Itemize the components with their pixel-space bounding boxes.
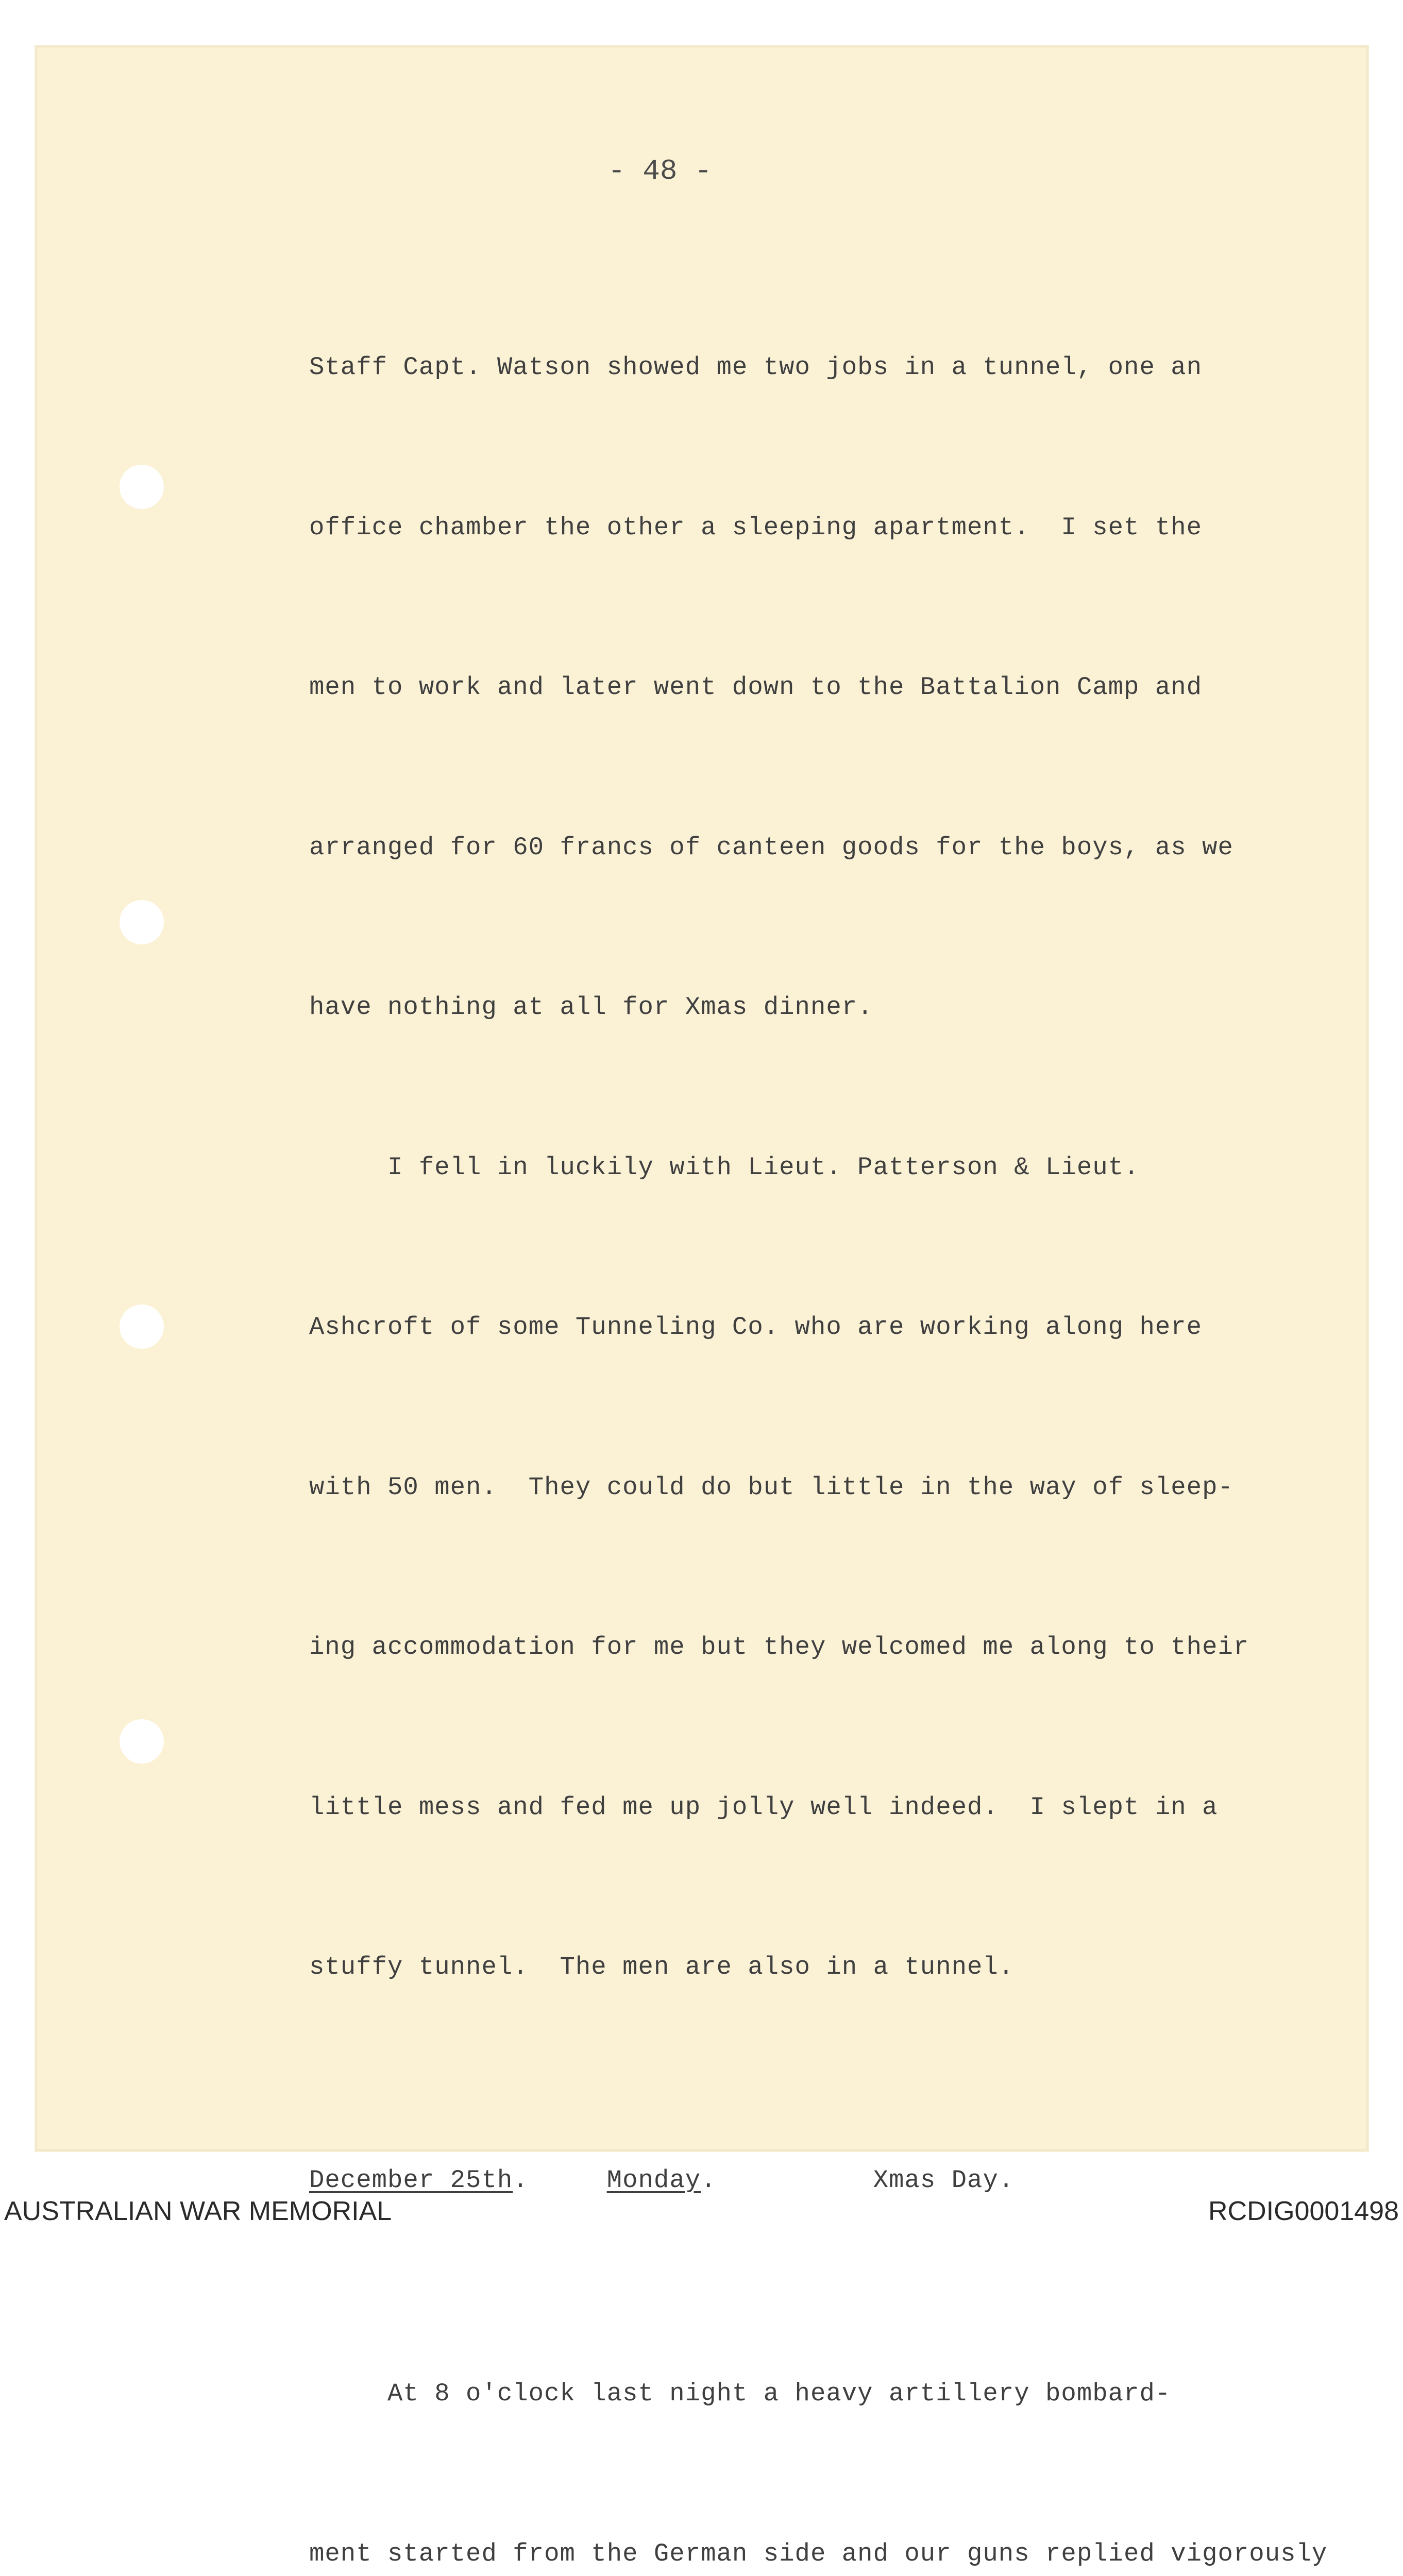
date-heading-day-punct: .: [701, 2166, 716, 2195]
date-heading: [309, 2154, 1345, 2208]
date-heading-note: Xmas Day.: [873, 2166, 1015, 2195]
text-line: At 8 o'clock last night a heavy artillery bombard-: [309, 2367, 1345, 2421]
text-line: I fell in luckily with Lieut. Patterson & Lieut.: [309, 1141, 1345, 1195]
text-line: Staff Capt. Watson showed me two jobs in a tunnel, one an: [309, 341, 1345, 395]
text-line: Ashcroft of some Tunneling Co. who are working along here: [309, 1301, 1345, 1354]
punch-hole: [120, 900, 164, 944]
date-heading-day: Monday: [607, 2166, 701, 2195]
text-line: stuffy tunnel. The men are also in a tunnel.: [309, 1941, 1345, 1994]
punch-hole: [120, 1719, 164, 1764]
footer-institution: AUSTRALIAN WAR MEMORIAL: [4, 2196, 392, 2227]
punch-hole: [120, 465, 164, 509]
text-line: with 50 men. They could do but little in the way of sleep-: [309, 1461, 1345, 1515]
text-line: arranged for 60 francs of canteen goods for the boys, as we: [309, 821, 1345, 875]
text-line: ing accommodation for me but they welcomed me along to their: [309, 1621, 1345, 1674]
page-number: - 48 -: [608, 155, 1403, 188]
text-line: have nothing at all for Xmas dinner.: [309, 981, 1345, 1035]
footer-record-id: RCDIG0001498: [1208, 2196, 1399, 2227]
text-line: office chamber the other a sleeping apartment. I set the: [309, 501, 1345, 555]
text-line: men to work and later went down to the Battalion Camp and: [309, 661, 1345, 715]
typed-text: [309, 234, 1345, 2576]
text-line: little mess and fed me up jolly well indeed. I slept in a: [309, 1781, 1345, 1835]
punch-hole: [120, 1304, 164, 1349]
date-heading-date-punct: .: [513, 2166, 528, 2195]
date-heading-date: December 25th: [309, 2166, 513, 2195]
text-line: ment started from the German side and our guns replied vigorously: [309, 2528, 1345, 2576]
